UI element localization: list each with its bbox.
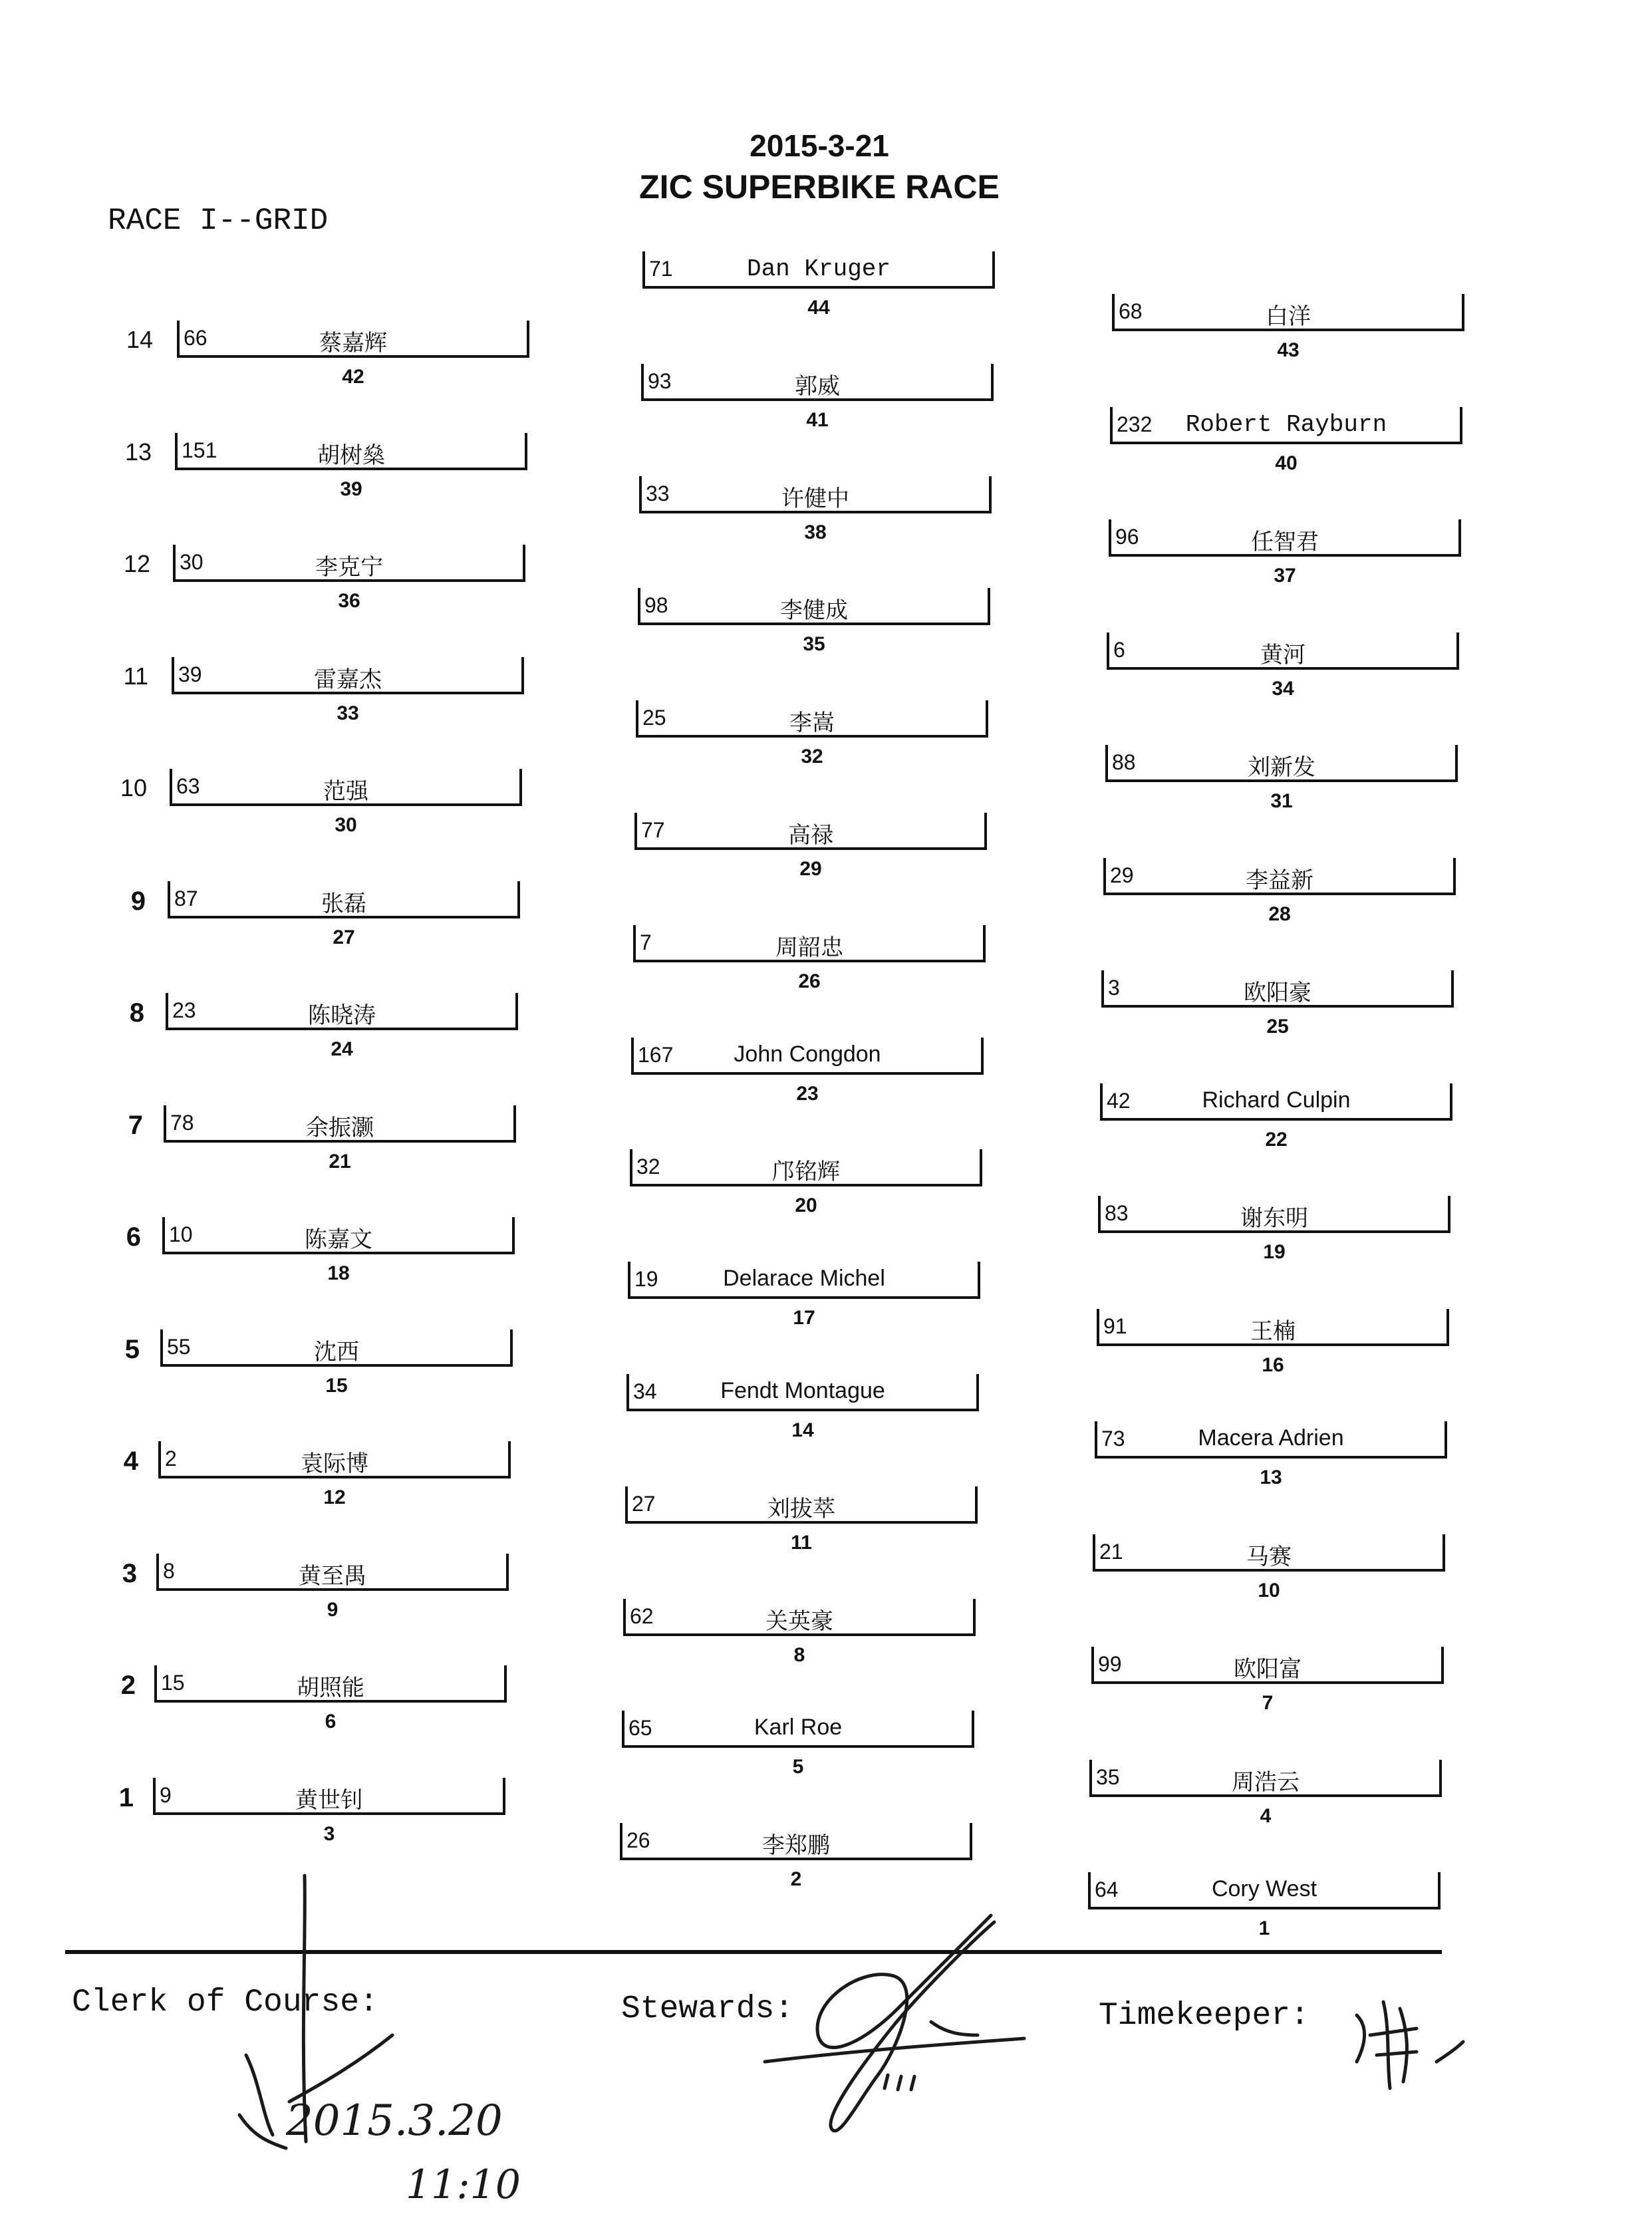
grid-position: 17	[793, 1307, 815, 1329]
stewards-label: Stewards:	[621, 1991, 794, 2027]
rider-name: 陈晓涛	[308, 1003, 376, 1028]
rider-number: 55	[167, 1334, 191, 1359]
event-title: ZIC SUPERBIKE RACE	[639, 168, 1000, 206]
rider-number: 10	[169, 1222, 193, 1246]
grid-position: 14	[791, 1419, 814, 1441]
rider-number: 34	[633, 1379, 657, 1403]
row-number-label: 11	[123, 662, 148, 690]
grid-position: 16	[1262, 1353, 1284, 1376]
grid-slot	[168, 881, 520, 953]
grid-position: 22	[1265, 1128, 1288, 1151]
rider-name: Fendt Montague	[720, 1378, 885, 1403]
grid-position: 25	[1266, 1016, 1289, 1038]
grid-position: 32	[801, 746, 823, 768]
rider-name: 张磊	[321, 891, 366, 916]
rider-name: 胡照能	[297, 1675, 364, 1701]
rider-number: 73	[1101, 1427, 1125, 1451]
rider-name: 雷嘉杰	[314, 666, 382, 692]
rider-name: 欧阳富	[1234, 1657, 1302, 1682]
rider-number: 3	[1108, 976, 1120, 1000]
grid-position: 7	[1262, 1692, 1274, 1714]
grid-slot	[622, 1711, 974, 1782]
grid-position: 9	[327, 1598, 339, 1621]
grid-slot	[1103, 858, 1456, 930]
rider-name: Dan Kruger	[746, 255, 891, 283]
rider-name: Delarace Michel	[723, 1266, 885, 1292]
grid-slot	[1107, 632, 1459, 704]
grid-slot	[623, 1599, 976, 1671]
grid-position: 35	[803, 633, 825, 656]
grid-slot	[628, 1262, 980, 1333]
grid-position: 6	[325, 1711, 337, 1733]
row-number-label: 6	[126, 1222, 141, 1252]
clerk-handwritten-time: 11:10	[406, 2162, 521, 2208]
grid-slot	[1091, 1647, 1444, 1719]
rider-number: 232	[1117, 412, 1153, 436]
rider-name: John Congdon	[734, 1041, 881, 1067]
grid-position: 11	[791, 1531, 812, 1554]
rider-number: 88	[1112, 750, 1136, 774]
grid-slot	[638, 588, 990, 660]
row-number-label: 8	[129, 998, 144, 1028]
rider-number: 64	[1095, 1878, 1119, 1901]
rider-name: Richard Culpin	[1202, 1087, 1351, 1113]
rider-number: 167	[638, 1042, 674, 1067]
clerk-of-course-label: Clerk of Course:	[72, 1985, 378, 2021]
rider-name: 李嵩	[789, 710, 835, 736]
grid-position: 40	[1275, 452, 1298, 474]
rider-name: 周浩云	[1232, 1769, 1300, 1795]
grid-slot	[1100, 1083, 1452, 1155]
grid-slot	[177, 321, 529, 392]
rider-number: 6	[1113, 637, 1125, 662]
rider-number: 77	[641, 818, 665, 842]
rider-number: 71	[649, 257, 673, 281]
rider-number: 151	[182, 438, 217, 462]
row-number-label: 7	[128, 1110, 143, 1140]
rider-name: Macera Adrien	[1198, 1425, 1344, 1451]
rider-number: 62	[630, 1604, 654, 1628]
grid-slot	[620, 1823, 972, 1895]
rider-name: 范强	[323, 779, 368, 804]
rider-name: 李郑鹏	[762, 1833, 830, 1859]
grid-position: 36	[338, 590, 360, 612]
clerk-handwritten-date: 2015.3.20	[286, 2096, 503, 2146]
grid-slot	[154, 1665, 507, 1737]
grid-position: 44	[807, 297, 830, 319]
grid-position: 27	[333, 926, 355, 948]
grid-slot	[631, 1038, 984, 1109]
rider-name: 胡树燊	[317, 442, 385, 468]
rider-number: 78	[170, 1110, 194, 1135]
grid-position: 26	[798, 970, 821, 992]
grid-slot	[642, 251, 995, 323]
grid-slot	[170, 769, 522, 841]
rider-number: 19	[634, 1267, 658, 1292]
grid-position: 15	[325, 1374, 348, 1397]
grid-slot	[1098, 1196, 1450, 1268]
grid-slot	[153, 1778, 505, 1850]
rider-number: 21	[1099, 1539, 1123, 1564]
grid-position: 29	[799, 858, 822, 880]
rider-number: 15	[161, 1671, 185, 1695]
rider-name: 黄河	[1260, 642, 1306, 668]
grid-position: 10	[1258, 1579, 1280, 1602]
rider-number: 32	[636, 1155, 660, 1179]
rider-number: 98	[644, 593, 668, 618]
timekeeper-label: Timekeeper:	[1099, 1998, 1309, 2034]
row-number-label: 1	[118, 1782, 134, 1812]
rider-number: 35	[1096, 1764, 1120, 1789]
grid-slot	[158, 1441, 511, 1513]
grid-position: 42	[342, 366, 364, 388]
grid-slot	[164, 1105, 516, 1177]
grid-position: 18	[327, 1262, 350, 1284]
grid-position: 20	[795, 1194, 817, 1217]
rider-name: 任智君	[1251, 529, 1319, 555]
grid-position: 37	[1274, 565, 1296, 587]
rider-number: 63	[176, 774, 200, 798]
rider-name: 黄至禺	[299, 1563, 366, 1589]
clerk-signature	[226, 1862, 532, 2208]
grid-slot	[1109, 519, 1461, 591]
grid-slot	[156, 1554, 509, 1625]
rider-number: 87	[174, 886, 198, 910]
rider-number: 42	[1107, 1088, 1131, 1113]
rider-number: 30	[180, 550, 204, 574]
rider-name: 李健成	[780, 598, 848, 624]
grid-slot	[625, 1486, 978, 1558]
grid-slot	[162, 1217, 515, 1289]
grid-slot	[1095, 1421, 1447, 1493]
rider-name: 欧阳豪	[1244, 980, 1311, 1006]
rider-number: 39	[178, 662, 202, 686]
grid-position: 39	[340, 478, 362, 500]
grid-position: 21	[329, 1150, 351, 1173]
rider-name: 许健中	[781, 486, 849, 511]
grid-slot	[1097, 1309, 1449, 1381]
rider-number: 96	[1115, 525, 1139, 549]
rider-name: 蔡嘉辉	[319, 331, 387, 356]
grid-position: 19	[1263, 1241, 1286, 1263]
rider-number: 65	[628, 1716, 652, 1741]
grid-position: 3	[323, 1822, 335, 1845]
row-number-label: 2	[120, 1671, 136, 1700]
rider-name: 谢东明	[1240, 1206, 1308, 1231]
grid-position: 43	[1277, 339, 1300, 361]
row-number-label: 5	[124, 1334, 140, 1364]
grid-position: 23	[796, 1082, 819, 1105]
grid-position: 30	[335, 814, 357, 836]
row-number-label: 3	[122, 1558, 137, 1588]
rider-name: 沈西	[314, 1339, 359, 1365]
grid-position: 8	[793, 1643, 805, 1666]
rider-number: 68	[1119, 299, 1143, 323]
grid-slot	[641, 364, 994, 436]
rider-name: 马赛	[1246, 1544, 1292, 1570]
grid-slot	[175, 433, 527, 505]
rider-name: Karl Roe	[754, 1715, 843, 1741]
grid-slot	[1105, 745, 1458, 817]
rider-number: 29	[1110, 863, 1134, 887]
grid-slot	[634, 813, 987, 885]
grid-slot	[633, 925, 986, 997]
rider-number: 8	[163, 1558, 175, 1583]
grid-slot	[1089, 1760, 1442, 1832]
rider-number: 91	[1103, 1314, 1127, 1338]
rider-number: 26	[626, 1828, 650, 1853]
grid-position: 2	[790, 1868, 802, 1891]
row-number-label: 9	[130, 886, 146, 916]
rider-name: Robert Rayburn	[1185, 410, 1387, 438]
rider-name: 王楠	[1250, 1318, 1296, 1344]
rider-name: 李益新	[1246, 867, 1313, 893]
rider-number: 83	[1105, 1201, 1129, 1225]
rider-number: 99	[1098, 1652, 1122, 1676]
grid-position: 5	[792, 1756, 804, 1778]
grid-slot	[166, 993, 518, 1065]
rider-name: 袁际博	[301, 1451, 368, 1476]
grid-position: 33	[337, 702, 359, 724]
timekeeper-signature	[1343, 1989, 1476, 2108]
rider-number: 23	[172, 998, 196, 1022]
grid-slot	[1112, 294, 1464, 366]
rider-number: 2	[165, 1447, 177, 1470]
grid-position: 24	[331, 1038, 353, 1060]
grid-slot	[172, 657, 524, 729]
grid-position: 34	[1272, 677, 1294, 700]
grid-slot	[160, 1329, 513, 1401]
rider-number: 27	[632, 1491, 656, 1516]
grid-slot	[1088, 1872, 1441, 1944]
rider-name: 郭威	[795, 373, 840, 399]
grid-slot	[1093, 1534, 1445, 1606]
rider-number: 7	[640, 930, 652, 954]
stewards-signature	[765, 1902, 1044, 2155]
row-number-label: 14	[126, 326, 153, 353]
grid-position: 31	[1270, 790, 1293, 812]
rider-number: 93	[648, 368, 672, 393]
rider-number: 25	[642, 706, 666, 730]
race-title: RACE I--GRID	[108, 204, 329, 238]
rider-name: 白洋	[1266, 304, 1311, 329]
rider-number: 33	[646, 481, 670, 505]
grid-slot	[630, 1149, 982, 1221]
rider-name: 李克宁	[315, 555, 383, 580]
rider-name: 邝铭辉	[772, 1159, 840, 1185]
row-number-label: 10	[120, 774, 147, 801]
row-number-label: 12	[123, 550, 150, 577]
grid-position: 28	[1268, 903, 1291, 925]
rider-name: 高禄	[788, 823, 833, 848]
rider-number: 9	[160, 1782, 172, 1807]
row-number-label: 4	[123, 1447, 138, 1476]
grid-slot	[1101, 970, 1454, 1042]
rider-name: 刘新发	[1248, 755, 1315, 780]
grid-slot	[636, 700, 988, 772]
page-date: 2015-3-21	[750, 128, 889, 163]
grid-position: 38	[804, 521, 827, 543]
rider-number: 66	[184, 326, 207, 350]
grid-position: 4	[1260, 1804, 1272, 1827]
rider-name: 周韶忠	[775, 934, 843, 960]
rider-name: 刘拔萃	[767, 1496, 835, 1522]
grid-position: 12	[323, 1486, 346, 1508]
rider-name: 关英豪	[765, 1608, 833, 1634]
grid-position: 41	[806, 408, 829, 431]
rider-name: Cory West	[1211, 1876, 1317, 1901]
row-number-label: 13	[124, 438, 152, 466]
grid-position: 13	[1260, 1466, 1282, 1488]
grid-slot	[173, 545, 525, 617]
rider-name: 黄世钊	[295, 1787, 363, 1813]
grid-position: 1	[1258, 1917, 1270, 1939]
grid-slot	[639, 476, 992, 548]
rider-name: 余振灏	[306, 1115, 374, 1141]
grid-slot	[1110, 407, 1462, 479]
rider-name: 陈嘉文	[305, 1227, 372, 1252]
grid-slot	[626, 1374, 979, 1446]
